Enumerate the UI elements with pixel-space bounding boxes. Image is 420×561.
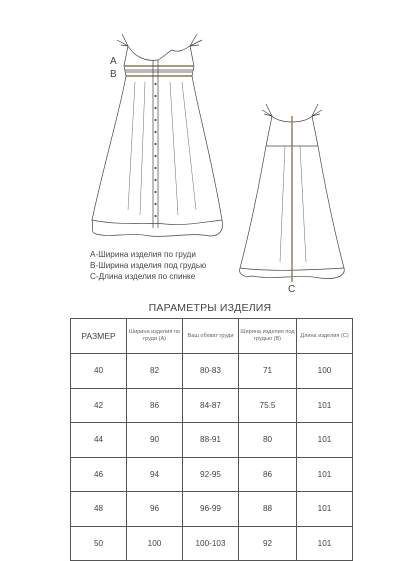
legend-item-b: В-Ширина изделия под грудью (90, 261, 207, 270)
cell-bust-width: 100 (127, 526, 183, 561)
header-bust-width: Ширина изделия по груди (А) (127, 319, 183, 354)
table-header-row (71, 319, 353, 354)
size-parameters-table (70, 318, 353, 561)
cell-underbust-width: 86 (239, 457, 297, 492)
marker-c: C (288, 284, 296, 295)
cell-your-bust: 80-83 (183, 354, 239, 389)
table-row (71, 457, 353, 492)
cell-your-bust: 96-99 (183, 492, 239, 527)
cell-length: 101 (297, 423, 353, 458)
marker-b: B (110, 69, 117, 80)
table-row (71, 492, 353, 527)
cell-your-bust: 100-103 (183, 526, 239, 561)
table-row (71, 423, 353, 458)
cell-your-bust: 84-87 (183, 388, 239, 423)
cell-underbust-width: 80 (239, 423, 297, 458)
cell-bust-width: 94 (127, 457, 183, 492)
table-row (71, 354, 353, 389)
cell-bust-width: 96 (127, 492, 183, 527)
cell-bust-width: 82 (127, 354, 183, 389)
table-row (71, 526, 353, 561)
cell-length: 101 (297, 457, 353, 492)
legend-item-c: С-Длина изделия по спинке (90, 272, 196, 281)
cell-underbust-width: 75.5 (239, 388, 297, 423)
cell-bust-width: 86 (127, 388, 183, 423)
cell-length: 100 (297, 354, 353, 389)
header-underbust-width: Ширина изделия под грудью (В) (239, 319, 297, 354)
table-title: ПАРАМЕТРЫ ИЗДЕЛИЯ (148, 302, 272, 314)
cell-length: 101 (297, 526, 353, 561)
cell-length: 101 (297, 388, 353, 423)
cell-underbust-width: 92 (239, 526, 297, 561)
cell-your-bust: 92-95 (183, 457, 239, 492)
cell-length: 101 (297, 492, 353, 527)
header-your-bust: Ваш обхват груди (183, 319, 239, 354)
header-length: Длина изделия (С) (297, 319, 353, 354)
cell-your-bust: 88-91 (183, 423, 239, 458)
cell-bust-width: 90 (127, 423, 183, 458)
front-placket-buttons (154, 83, 156, 217)
cell-size: 42 (71, 388, 127, 423)
header-size: РАЗМЕР (71, 319, 127, 354)
measurement-legend (90, 249, 206, 282)
cell-underbust-width: 71 (239, 354, 297, 389)
cell-underbust-width: 88 (239, 492, 297, 527)
cell-size: 44 (71, 423, 127, 458)
cell-size: 50 (71, 526, 127, 561)
marker-a: A (110, 56, 117, 67)
cell-size: 40 (71, 354, 127, 389)
cell-size: 46 (71, 457, 127, 492)
cell-size: 48 (71, 492, 127, 527)
table-row (71, 388, 353, 423)
legend-item-a: А-Ширина изделия по груди (90, 250, 196, 259)
